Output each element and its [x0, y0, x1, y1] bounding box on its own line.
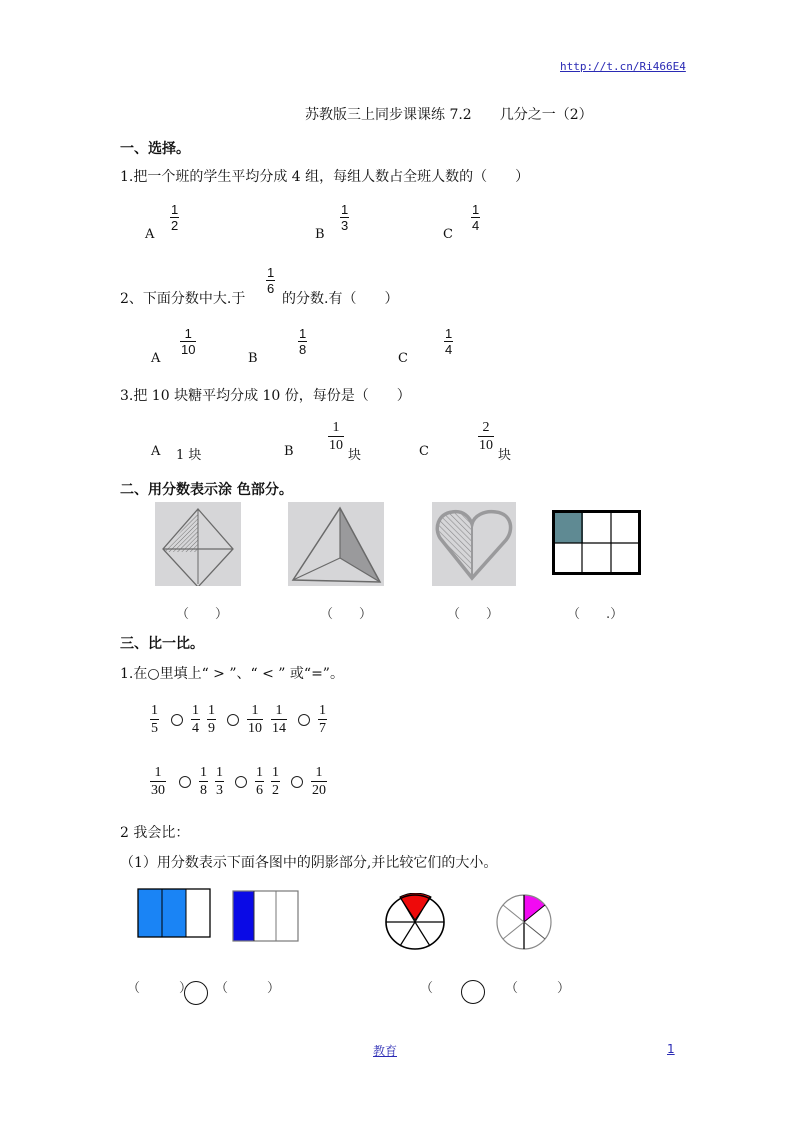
row1-pair2-a: $\frac{1}{9}$	[208, 703, 215, 736]
triangle-figure	[288, 502, 384, 586]
bar-figure-one-third	[232, 890, 300, 944]
q1-option-b-fraction: $\frac{1}{3}$	[341, 202, 349, 233]
q1-option-a-fraction: $\frac{1}{2}$	[171, 202, 179, 233]
pie-figure-red	[384, 893, 446, 951]
compare-circle[interactable]	[171, 714, 183, 726]
pie-compare-circle[interactable]	[461, 980, 485, 1004]
q3-text: 3.把 10 块糖平均分成 10 份，每份是（ ）	[120, 388, 411, 404]
q2-option-c-fraction: $\frac{1}{4}$	[445, 326, 453, 357]
row2-pair3-b: $\frac{1}{20}$	[312, 765, 326, 798]
row2-pair3-a: $\frac{1}{2}$	[272, 765, 279, 798]
q3-option-c-fraction: $\frac{2}{10}$	[479, 420, 493, 453]
compare-circle[interactable]	[235, 776, 247, 788]
row1-pair1-a: $\frac{1}{5}$	[151, 703, 158, 736]
q1-option-c-label: C	[443, 227, 453, 242]
compare-instruction: 1.在○里填上“ > ”、“ < ” 或“=”。	[120, 666, 344, 682]
q3-option-b-fraction: $\frac{1}{10}$	[329, 420, 343, 453]
q1-option-b-label: B	[315, 227, 325, 242]
q2-text-before: 2、下面分数中大.于	[120, 291, 246, 307]
q3-option-c-unit: 块	[498, 448, 512, 463]
q2-option-b-label: B	[248, 351, 258, 366]
q3-option-b-label: B	[284, 444, 294, 459]
pie2-answer-blank[interactable]: （ ）	[505, 981, 571, 996]
q2-option-a-label: A	[151, 351, 161, 366]
q2-option-a-fraction: $\frac{1}{10}$	[181, 326, 196, 357]
q3-option-a-label: A	[151, 444, 161, 459]
q1-option-a-label: A	[145, 227, 155, 242]
compare-circle[interactable]	[179, 776, 191, 788]
pie1-answer-blank[interactable]: （	[420, 981, 434, 996]
q2-option-c-label: C	[398, 351, 408, 366]
bar2-answer-blank[interactable]: （ ）	[215, 981, 281, 996]
q3-option-c-label: C	[419, 444, 429, 459]
section3-heading: 三、比一比。	[120, 636, 204, 652]
q1-option-c-fraction: $\frac{1}{4}$	[472, 202, 480, 233]
diamond-figure	[155, 502, 241, 586]
footer-link[interactable]: 教育	[373, 1044, 398, 1058]
page-title: 苏教版三上同步课课练 7.2 几分之一（2）	[305, 107, 593, 123]
row2-pair1-a: $\frac{1}{30}$	[151, 765, 165, 798]
row1-pair2-b: $\frac{1}{10}$	[248, 703, 262, 736]
heart-answer-blank[interactable]: （ ）	[447, 607, 500, 622]
compare-circle[interactable]	[298, 714, 310, 726]
q1-text: 1.把一个班的学生平均分成 4 组，每组人数占全班人数的（ ）	[120, 169, 530, 185]
q2-text-after: 的分数.有（ ）	[282, 291, 399, 307]
row2-pair2-b: $\frac{1}{6}$	[256, 765, 263, 798]
row1-pair3-b: $\frac{1}{7}$	[319, 703, 326, 736]
bar-figure-two-thirds	[137, 888, 212, 940]
q2-option-b-fraction: $\frac{1}{8}$	[299, 326, 307, 357]
q2-compare-heading: 2 我会比：	[120, 825, 190, 841]
diamond-answer-blank[interactable]: （ ）	[176, 607, 229, 622]
section1-heading: 一、选择。	[120, 141, 190, 157]
bar1-answer-blank[interactable]: （ ）	[127, 981, 193, 996]
page-number[interactable]: 1	[667, 1042, 675, 1056]
compare-circle[interactable]	[291, 776, 303, 788]
q3-option-a-value: 1 块	[176, 448, 202, 463]
triangle-answer-blank[interactable]: （ ）	[320, 607, 373, 622]
header-url-link[interactable]: http://t.cn/Ri466E4	[560, 60, 686, 73]
compare-circle[interactable]	[227, 714, 239, 726]
q3-option-b-unit: 块	[348, 448, 362, 463]
row1-pair3-a: $\frac{1}{14}$	[272, 703, 286, 736]
row2-pair2-a: $\frac{1}{3}$	[216, 765, 223, 798]
pie-figure-magenta	[495, 893, 553, 951]
q2-compare-instruction: （1）用分数表示下面各图中的阴影部分,并比较它们的大小。	[120, 855, 498, 871]
grid-answer-blank[interactable]: （ .）	[567, 607, 624, 622]
q2-inline-fraction: $\frac{1}{6}$	[267, 265, 275, 296]
row1-pair1-b: $\frac{1}{4}$	[192, 703, 199, 736]
bar-compare-circle[interactable]	[184, 981, 208, 1005]
section2-heading: 二、用分数表示涂 色部分。	[120, 482, 293, 498]
grid-figure	[552, 510, 641, 576]
row2-pair1-b: $\frac{1}{8}$	[200, 765, 207, 798]
heart-figure	[432, 502, 516, 586]
